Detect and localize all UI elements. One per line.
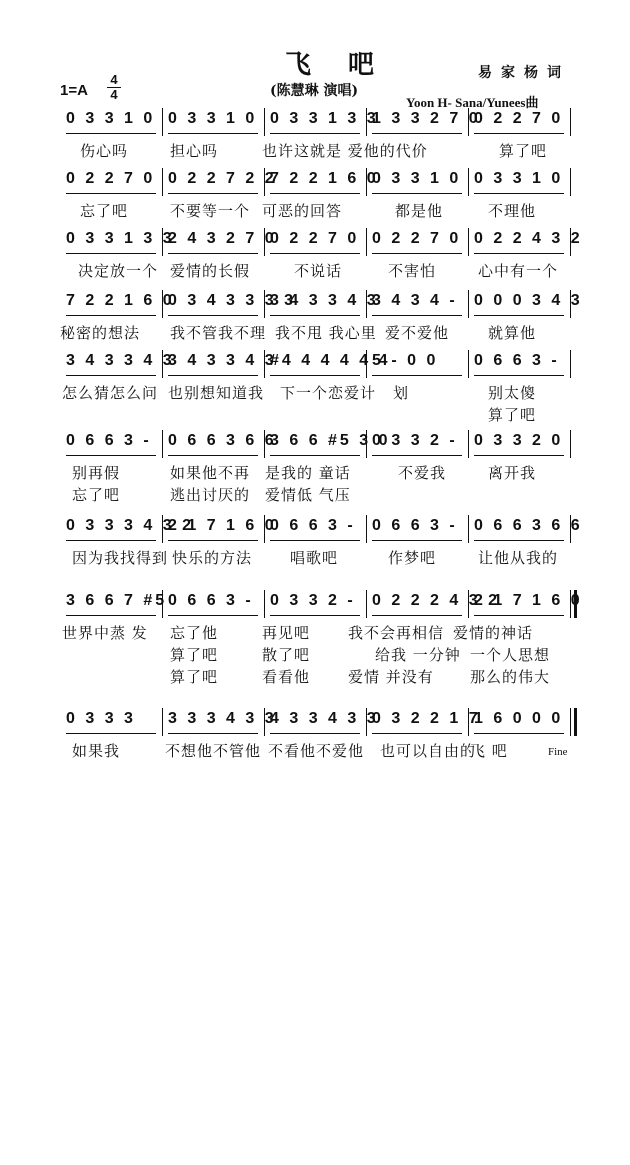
measure-notes: 0 6 6 3 6 6 [474, 517, 583, 534]
measure [368, 708, 481, 736]
beam-line [372, 253, 462, 254]
measure-notes: 5 - 0 0 [372, 352, 439, 369]
lyric-text: 也可以自由的 [380, 742, 477, 760]
measure [470, 590, 583, 618]
beam-line [66, 615, 156, 616]
measure-notes: 3 4 3 4 - [372, 292, 458, 309]
lyric-text: 不理他 [488, 202, 537, 220]
measure [266, 290, 379, 318]
beam-line [270, 375, 360, 376]
score-row [62, 430, 572, 458]
lyric-text: 如果我 [72, 742, 121, 760]
measure [368, 228, 470, 256]
measure [164, 350, 277, 378]
measure-notes: 0 6 6 3 - [372, 517, 458, 534]
measure [266, 168, 379, 196]
measure [470, 290, 583, 318]
beam-line [66, 733, 156, 734]
beam-line [474, 375, 564, 376]
barline [162, 430, 163, 458]
measure-notes: 0 6 6 3 6 6 [168, 432, 277, 449]
lyric-text: 爱不爱他 [385, 324, 450, 342]
measure [62, 108, 164, 136]
barline [366, 290, 367, 318]
score-row [62, 350, 572, 378]
measure [470, 350, 572, 378]
barline [468, 708, 469, 736]
beam-line [270, 733, 360, 734]
performer-credit: (陈慧琳 演唱) [270, 83, 359, 99]
lyric-text: 可恶的回答 [262, 202, 343, 220]
final-barline [574, 590, 577, 618]
measure [62, 590, 168, 618]
barline [162, 108, 163, 136]
lyric-text: 算了吧 [170, 646, 219, 664]
measure-notes: 0 3 3 1 3 3 [270, 110, 379, 127]
lyric-text: 忘了他 [170, 624, 219, 642]
measure-notes: 1 3 3 2 7 0 [372, 110, 481, 127]
measure [368, 108, 481, 136]
lyric-text: 是我的 童话 [265, 464, 351, 482]
measure [368, 590, 500, 618]
lyric-text: 一个人思想 [470, 646, 551, 664]
measure [266, 350, 391, 378]
lyric-text: 心中有一个 [478, 262, 559, 280]
measure [368, 350, 470, 378]
barline [570, 168, 571, 196]
lyric-text: 逃出讨厌的 [170, 486, 251, 504]
lyric-text: 唱歌吧 [290, 549, 339, 567]
beam-line [372, 133, 462, 134]
beam-line [372, 615, 462, 616]
measure-notes: 0 2 2 7 0 [372, 230, 462, 247]
beam-line [372, 733, 462, 734]
score-row [62, 515, 583, 543]
barline [570, 590, 571, 618]
barline [366, 590, 367, 618]
lyric-text: 不看他不爱他 [268, 742, 365, 760]
measure [62, 708, 164, 736]
lyric-text: 算了吧 [170, 668, 219, 686]
measure [266, 108, 379, 136]
measure-notes: 0 3 3 1 0 [372, 170, 462, 187]
measure-notes: 2 4 3 2 7 0 [168, 230, 277, 247]
barline [570, 515, 571, 543]
measure [470, 168, 572, 196]
lyric-text: 如果他不再 [170, 464, 251, 482]
measure-notes: 0 3 3 2 0 [474, 432, 564, 449]
lyric-text: 就算他 [488, 324, 537, 342]
measure-notes: 0 2 2 7 2 2 [168, 170, 277, 187]
measure [164, 590, 266, 618]
beam-line [168, 615, 258, 616]
measure-notes: 0 3 3 1 0 [168, 110, 258, 127]
measure [470, 515, 583, 543]
measure [266, 228, 368, 256]
lyric-text: 不说话 [294, 262, 343, 280]
lyricist-credit: 易家杨词 [478, 65, 570, 81]
measure-notes: 0 3 3 1 0 [474, 170, 564, 187]
barline [162, 590, 163, 618]
measure [266, 590, 368, 618]
lyric-text: 都是他 [395, 202, 444, 220]
measure [164, 290, 296, 318]
lyric-text: 划 [393, 384, 410, 402]
measure [470, 708, 572, 736]
barline [468, 430, 469, 458]
measure [266, 430, 391, 458]
beam-line [474, 615, 564, 616]
lyric-text: 看看他 [262, 668, 311, 686]
measure [368, 430, 470, 458]
barline [366, 515, 367, 543]
barline [366, 108, 367, 136]
score-row [62, 590, 583, 618]
beam-line [372, 193, 462, 194]
key-signature: 1=A [60, 82, 88, 99]
time-signature-top: 4 [110, 72, 118, 87]
lyric-text: 飞 吧 [470, 742, 508, 760]
barline [468, 290, 469, 318]
lyric-text: 那么的伟大 [470, 668, 551, 686]
measure-notes: 0 3 3 1 0 [66, 110, 156, 127]
lyric-text: 给我 一分钟 [375, 646, 461, 664]
measure-notes: 3 3 3 4 3 3 [168, 710, 277, 727]
measure-notes: 1 6 0 0 0 [474, 710, 564, 727]
measure [266, 708, 379, 736]
barline [366, 430, 367, 458]
measure-notes: 3 4 3 3 4 3 [168, 352, 277, 369]
beam-line [270, 253, 360, 254]
score-row [62, 228, 583, 256]
beam-line [474, 315, 564, 316]
beam-line [168, 455, 258, 456]
lyric-text: 爱情的长假 [170, 262, 251, 280]
measure [62, 228, 175, 256]
measure-notes: 0 3 3 2 - [270, 592, 356, 609]
barline [468, 108, 469, 136]
fine-marker: Fine [548, 746, 568, 758]
beam-line [270, 133, 360, 134]
barline [468, 168, 469, 196]
lyric-text: 决定放一个 [78, 262, 159, 280]
final-barline [574, 708, 577, 736]
measure-notes: 4 3 3 4 3 3 [270, 710, 379, 727]
beam-line [270, 455, 360, 456]
measure-notes: 3 4 3 3 4 3 [270, 292, 379, 309]
barline [264, 708, 265, 736]
lyric-text: 爱情低 气压 [265, 486, 351, 504]
lyric-text: 世界中蒸 发 [62, 624, 148, 642]
lyric-text: 也许这就是 爱他的代价 [262, 142, 428, 160]
measure-notes: 7 2 2 1 6 0 [270, 170, 379, 187]
barline [570, 708, 571, 736]
beam-line [66, 455, 156, 456]
lyric-text: 秘密的想法 [60, 324, 141, 342]
barline [162, 350, 163, 378]
barline [468, 590, 469, 618]
beam-line [168, 540, 258, 541]
barline [366, 228, 367, 256]
beam-line [474, 193, 564, 194]
measure [470, 430, 572, 458]
time-signature-bottom: 4 [110, 87, 118, 102]
lyric-text: 忘了吧 [80, 202, 129, 220]
lyric-text: 离开我 [488, 464, 537, 482]
measure [62, 515, 194, 543]
barline [570, 290, 571, 318]
barline [162, 708, 163, 736]
beam-line [372, 315, 462, 316]
measure-notes: 0 2 2 2 4 3 2 [372, 592, 500, 609]
barline [264, 590, 265, 618]
measure-notes: 0 3 3 2 - [372, 432, 458, 449]
beam-line [270, 315, 360, 316]
measure-notes: 2 1 7 1 6 0 [474, 592, 583, 609]
beam-line [66, 540, 156, 541]
measure [164, 708, 277, 736]
score-row [62, 108, 572, 136]
measure [164, 228, 277, 256]
beam-line [270, 615, 360, 616]
beam-line [168, 733, 258, 734]
measure [266, 515, 368, 543]
beam-line [474, 455, 564, 456]
measure-notes: 0 6 6 3 - [66, 432, 152, 449]
lyric-text: 快乐的方法 [172, 549, 253, 567]
measure-notes: #4 4 4 4 4 4 [270, 352, 391, 369]
measure [164, 168, 277, 196]
beam-line [168, 133, 258, 134]
beam-line [66, 253, 156, 254]
score-row [62, 708, 572, 736]
beam-line [372, 375, 462, 376]
measure [368, 168, 470, 196]
measure-notes: 0 6 6 3 - [270, 517, 356, 534]
measure-notes: 0 3 3 1 3 3 [66, 230, 175, 247]
lyric-text: 我不管我不理 [170, 324, 267, 342]
barline [264, 515, 265, 543]
measure [470, 108, 572, 136]
measure [368, 290, 470, 318]
barline [162, 228, 163, 256]
lyric-text: 我不会再相信 [348, 624, 445, 642]
beam-line [66, 193, 156, 194]
lyric-text: 伤心吗 [80, 142, 129, 160]
measure-notes: 0 3 3 3 4 3 2 [66, 517, 194, 534]
measure-notes: 0 6 6 3 - [168, 592, 254, 609]
beam-line [372, 455, 462, 456]
beam-line [66, 315, 156, 316]
lyric-text: 我不甩 我心里 [275, 324, 377, 342]
measure-notes: 7 2 2 1 6 0 [66, 292, 175, 309]
lyric-text: 别太傻 [488, 384, 537, 402]
time-signature [107, 74, 121, 101]
lyric-text: 不要等一个 [170, 202, 251, 220]
lyric-text: 让他从我的 [478, 549, 559, 567]
beam-line [372, 540, 462, 541]
measure-notes: 0 0 0 3 4 3 [474, 292, 583, 309]
lyric-text: 因为我找得到 [72, 549, 169, 567]
lyric-text: 爱情的神话 [453, 624, 534, 642]
beam-line [474, 540, 564, 541]
lyric-text: 再见吧 [262, 624, 311, 642]
barline [468, 350, 469, 378]
measure-notes: 3 6 6 7 #5 [66, 592, 168, 609]
measure-notes: 0 2 2 7 0 [270, 230, 360, 247]
measure [164, 430, 277, 458]
beam-line [168, 193, 258, 194]
beam-line [474, 133, 564, 134]
barline [570, 228, 571, 256]
barline [264, 290, 265, 318]
lyric-text: 爱情 并没有 [348, 668, 434, 686]
composer-credit: Yoon H- Sana/Yunees曲 [406, 95, 539, 110]
barline [468, 515, 469, 543]
barline [162, 168, 163, 196]
measure [368, 515, 470, 543]
song-title: 飞 吧 [285, 50, 389, 80]
barline [366, 168, 367, 196]
lyric-text: 散了吧 [262, 646, 311, 664]
lyric-text: 担心吗 [170, 142, 219, 160]
beam-line [474, 253, 564, 254]
beam-line [168, 375, 258, 376]
beam-line [270, 193, 360, 194]
lyric-text: 不想他不管他 [165, 742, 262, 760]
lyric-text: 怎么猜怎么问 [62, 384, 159, 402]
measure [62, 168, 164, 196]
barline [264, 108, 265, 136]
measure-notes: 0 3 3 3 [66, 710, 136, 727]
measure-notes: 0 3 2 2 1 7 [372, 710, 481, 727]
lyric-text: 下一个恋爱计 [280, 384, 377, 402]
measure-notes: 0 2 2 7 0 [66, 170, 156, 187]
beam-line [270, 540, 360, 541]
barline [570, 108, 571, 136]
lyric-text: 也别想知道我 [168, 384, 265, 402]
barline [264, 228, 265, 256]
beam-line [66, 133, 156, 134]
barline [570, 350, 571, 378]
barline [468, 228, 469, 256]
measure-notes: 0 3 4 3 3 3 3 [168, 292, 296, 309]
lyric-text: 不害怕 [388, 262, 437, 280]
barline [366, 350, 367, 378]
lyric-text: 忘了吧 [72, 486, 121, 504]
measure [470, 228, 583, 256]
beam-line [168, 315, 258, 316]
lyric-text: 算了吧 [499, 142, 548, 160]
beam-line [474, 733, 564, 734]
barline [264, 350, 265, 378]
beam-line [168, 253, 258, 254]
measure [164, 515, 277, 543]
measure-notes: 3 6 6 #5 3 0 [270, 432, 391, 449]
measure-notes: 0 2 2 4 3 2 [474, 230, 583, 247]
measure-notes: 2 1 7 1 6 0 [168, 517, 277, 534]
measure [164, 108, 266, 136]
measure [62, 430, 164, 458]
measure-notes: 0 6 6 3 - [474, 352, 560, 369]
score-row [62, 168, 572, 196]
barline [264, 168, 265, 196]
measure [62, 290, 175, 318]
barline [162, 290, 163, 318]
barline [264, 430, 265, 458]
measure [62, 350, 175, 378]
barline [570, 430, 571, 458]
barline [366, 708, 367, 736]
measure-notes: 0 2 2 7 0 [474, 110, 564, 127]
lyric-text: 作梦吧 [388, 549, 437, 567]
lyric-text: 算了吧 [488, 406, 537, 424]
score-row [62, 290, 583, 318]
beam-line [66, 375, 156, 376]
barline [162, 515, 163, 543]
lyric-text: 不爱我 [398, 464, 447, 482]
measure-notes: 3 4 3 3 4 3 [66, 352, 175, 369]
lyric-text: 别再假 [72, 464, 121, 482]
